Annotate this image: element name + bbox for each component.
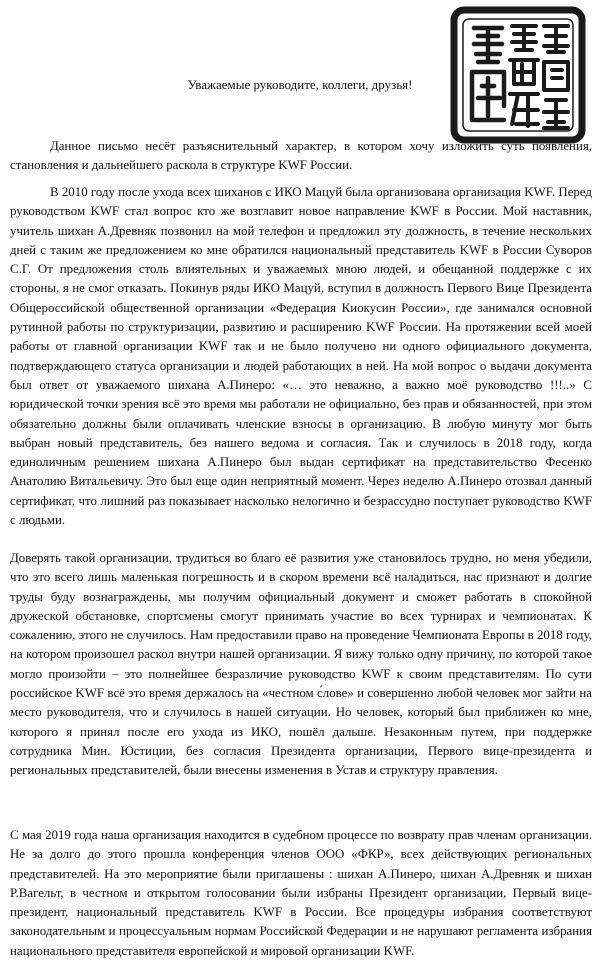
stamp-seal-icon: [448, 6, 588, 146]
court-paragraph: С мая 2019 года наша организация находится в судебном процессе по возврату прав членам организации. Не за долго до этого прошла конференция членов ООО «ФКР», всех действующих региональных представителей. На это мероприятие были приглашены : шихан А.Пинеро, шихан А.Древняк и шихан Р.Вагельт, в честном и открытом голосовании были избраны Президент организации, Первый вице-президент, национальный представитель KWF в России. Все процедуры избрания соответствуют законодательным и процессуальным нормам Российской Федерации и не нарушают регламента избрания национального представителя европейской и мировой организации KWF.: [10, 828, 592, 958]
history-paragraph: В 2010 году после ухода всех шиханов с ИКО Мацуй была организована организация KWF. Перед руководством KWF стал вопрос кто же возглавит новое направление KWF в России. Мой наставник, учитель шихан А.Древняк позвонил на мой телефон и предложил эту должность, в течение нескольких дней с таким же предложением ко мне обратился национальный представитель KWF в России Суворов С.Г. От предложения столь влиятельных и уважаемых мною людей, и обещанной поддержке с их стороны, я не смог отказать. Покинув ряды ИКО Мацуй, вступил в должность Первого Вице Президента Общероссийской общественной организации «Федерация Киокусин России», где занимался основной рутинной работы по структуризации, развитию и расширению KWF России. На протяжении всей моей работы от главной организации KWF так и не было получено ни одного официального документа, подтверждающего статуса организации и людей работающих в ней. На мой вопрос о выдачи документа был ответ от уважаемого шихана А.Пинеро: «… это неважно, а важно моё руководство !!!..» С юридической точки зрения всё это время мы работали не официально, без прав и обязанностей, при этом обязательно должны были оплачивать членские взносы в организацию. В любую минуту мог быть выбран новый представитель, без нашего ведома и согласия. Так и случилось в 2018 году, когда единоличным решением шихана А.Пинеро был выдан сертификат на представительство Фесенко Анатолию Витальевичу. Это был еще один неприятный момент. Через неделю А.Пинеро отозвал данный сертификат, что лишний раз показывает насколько нелогично и безрассудно поступает руководство KWF с людьми.: [10, 185, 592, 528]
letter-greeting: Уважаемые руководите, коллеги, друзья!: [187, 77, 413, 92]
split-paragraph: Доверять такой организации, трудиться во благо её развития уже становилось трудно, но меня убедили, что это всего лишь маленькая погрешность и в скором времени всё наладиться, нас признают и долгие труды буду вознаграждены, мы получим официальный документ и сможет работать в спокойной дружеской обстановке, спортсмены смогут принимать участие во всех турнирах и чемпионатах. К сожалению, этого не случилось. Нам предоставили право на проведение Чемпионата Европы в 2018 году, на котором произошел раскол внутри нашей организации. Я вижу только одну причину, по которой такое могло произойти – это полнейшее безразличие руководство KWF к своим представителям. По сути российское KWF всё это время держалось на «честном с́лове» и совершенно любой человек мог зайти на место руководителя, что и случилось в нашей ситуации. Но человек, который был приближен ко мне, которого я принял после его ухода из ИКО, пошёл дальше. Незаконным путем, при поддержке сотрудника Мин. Юстиции, без согласия Президента организации, Первого вице-президента и региональных представителей, были внесены изменения в Устав и структуру правления.: [10, 551, 592, 778]
intro-paragraph: Данное письмо несёт разъяснительный характер, в котором хочу изложить суть появления, становления и дальнейшего раскола в структуре KWF России.: [10, 139, 592, 173]
